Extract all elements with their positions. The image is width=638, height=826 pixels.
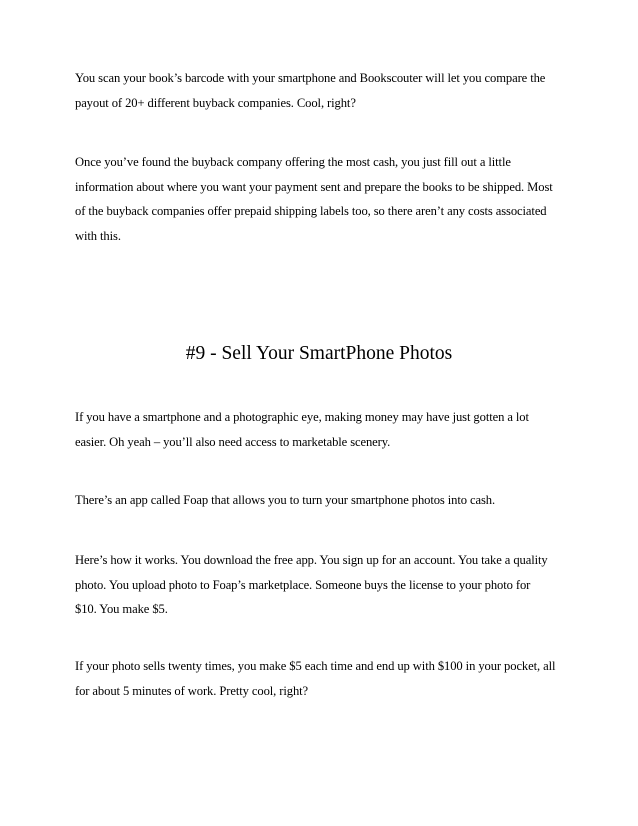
paragraph-bookscouter — [75, 66, 575, 115]
paragraph-smartphone-eye — [75, 405, 575, 454]
text-line: easier. Oh yeah – you’ll also need access to marketable scenery. — [75, 434, 391, 449]
text-line: Once you’ve found the buyback company offering the most cash, you just fill out a little — [75, 155, 511, 169]
text-line: with this. — [75, 228, 121, 243]
text-line: for about 5 minutes of work. Pretty cool, right? — [75, 683, 309, 698]
text-line: photo. You upload photo to Foap’s marketplace. Someone buys the license to your photo for — [75, 577, 531, 592]
text-line: There’s an app called Foap that allows you to turn your smartphone photos into cash. — [75, 493, 496, 507]
text-line: of the buyback companies offer prepaid shipping labels too, so there aren’t any costs associated — [75, 204, 547, 218]
text-line: You scan your book’s barcode with your smartphone and Bookscouter will let you compare the — [75, 71, 546, 85]
text-line: information about where you want your payment sent and prepare the books to be shipped. Most — [75, 179, 553, 194]
paragraph-buyback-company — [75, 150, 575, 248]
paragraph-how-it-works — [75, 548, 575, 622]
text-line: If you have a smartphone and a photographic eye, making money may have just gotten a lot — [75, 410, 529, 424]
paragraph-twenty-sales — [75, 654, 575, 703]
paragraph-foap-app — [75, 488, 575, 513]
text-line: payout of 20+ different buyback companies. Cool, right? — [75, 95, 356, 110]
text-line: Here’s how it works. You download the free app. You sign up for an account. You take a quality — [75, 553, 548, 567]
section-heading: #9 - Sell Your SmartPhone Photos — [185, 343, 453, 364]
text-line: $10. You make $5. — [75, 602, 168, 616]
text-line: If your photo sells twenty times, you make $5 each time and end up with $100 in your pocket, all — [75, 659, 556, 673]
